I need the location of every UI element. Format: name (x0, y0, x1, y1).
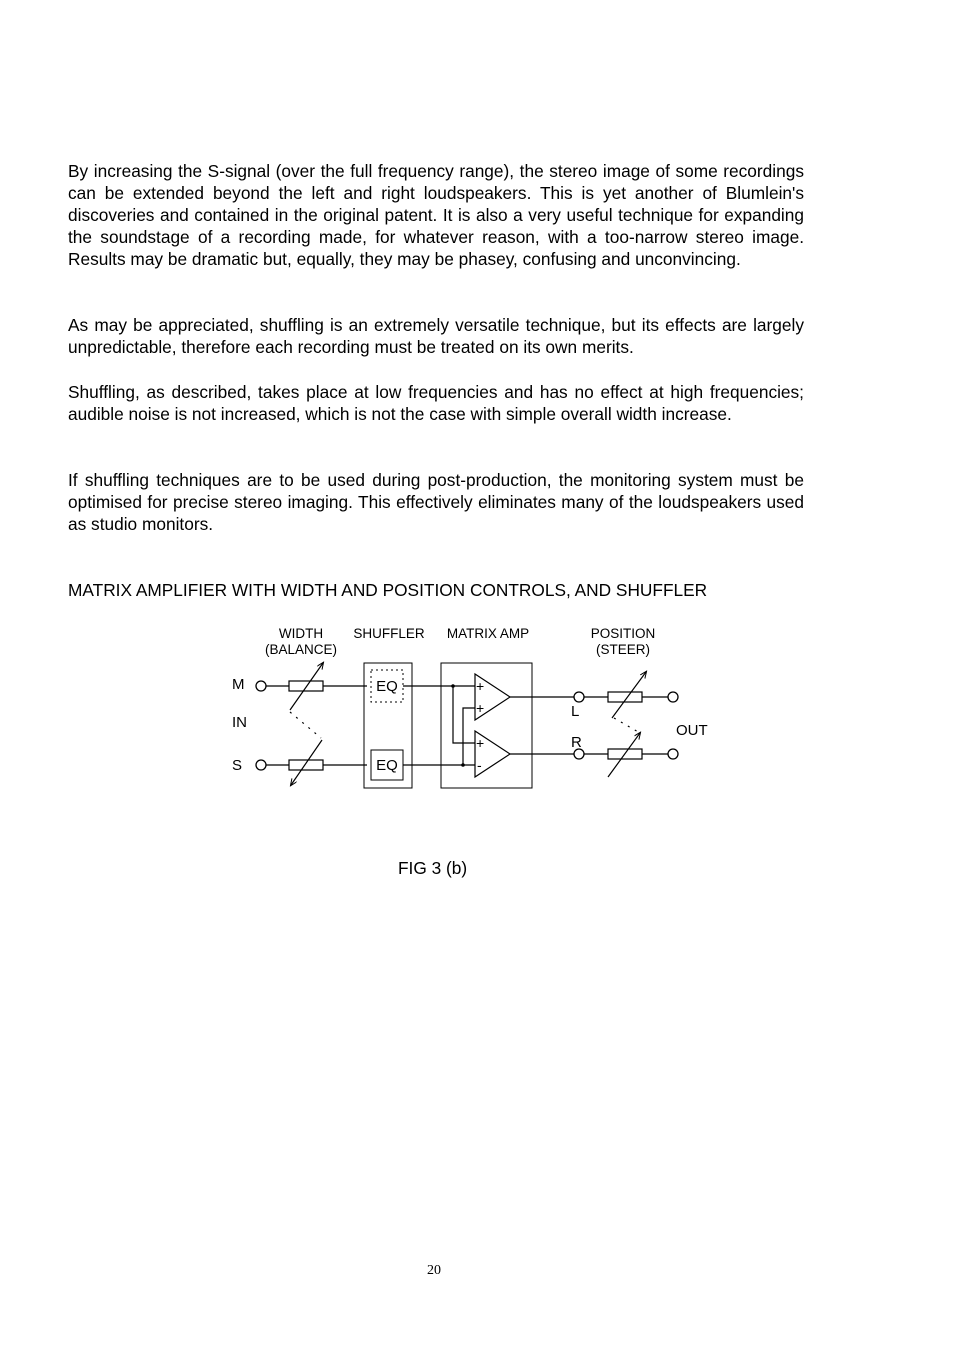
width-control (266, 663, 367, 785)
shuffler-label: SHUFFLER (353, 626, 425, 641)
position-label-line1: POSITION (590, 626, 656, 641)
figure-heading: MATRIX AMPLIFIER WITH WIDTH AND POSITION CONTROLS, AND SHUFFLER (68, 580, 708, 600)
position-label-line2: (STEER) (596, 642, 650, 657)
m-input-terminal (256, 681, 266, 691)
plus-sign-1: + (476, 678, 485, 694)
paragraph-1: By increasing the S-signal (over the full frequency range), the stereo image of some recordings can be extended beyond the left and right loudspeakers. This is yet another of Blumlein's discoveries and contained in the original patent. It is also a very useful technique for expanding the soundstage of a recording made, for whatever reason, with a too-narrow stereo image. Results may be dramatic but, equally, they may be phasey, confusing and unconvincing. (68, 161, 804, 269)
paragraph-3: Shuffling, as described, takes place at low frequencies and has no effect at high frequencies; audible noise is not increased, which is not the case with simple overall width increase. (68, 382, 804, 424)
in-label: IN (232, 714, 247, 731)
eq-bottom-label: EQ (376, 757, 398, 774)
paragraph-2: As may be appreciated, shuffling is an extremely versatile technique, but its effects are largely unpredictable, therefore each recording must be treated on its own merits. (68, 315, 804, 357)
m-input-label: M (232, 676, 245, 693)
minus-sign: - (477, 757, 482, 773)
s-input-terminal (256, 760, 266, 770)
shuffler-matrix-wiring (403, 686, 475, 765)
plus-sign-2: + (476, 700, 485, 716)
width-label-line2: (BALANCE) (264, 642, 338, 657)
out-label: OUT (676, 722, 708, 739)
plus-sign-3: + (476, 735, 485, 751)
figure-caption: FIG 3 (b) (398, 858, 468, 878)
s-input-label: S (232, 757, 243, 774)
r-label: R (571, 734, 582, 751)
out-l-terminal (668, 692, 678, 702)
out-r-terminal (668, 749, 678, 759)
matrix-amp-label: MATRIX AMP (446, 626, 530, 641)
l-label: L (571, 703, 580, 720)
l-terminal (574, 692, 584, 702)
matrix-output-wiring (510, 697, 574, 754)
eq-top-label: EQ (376, 678, 398, 695)
page-number: 20 (427, 1263, 441, 1278)
position-control (584, 672, 668, 777)
width-label-line1: WIDTH (278, 626, 324, 641)
paragraph-4: If shuffling techniques are to be used during post-production, the monitoring system must be optimised for precise stereo imaging. This effectively eliminates many of the loudspeakers used as studio monitors. (68, 470, 804, 534)
